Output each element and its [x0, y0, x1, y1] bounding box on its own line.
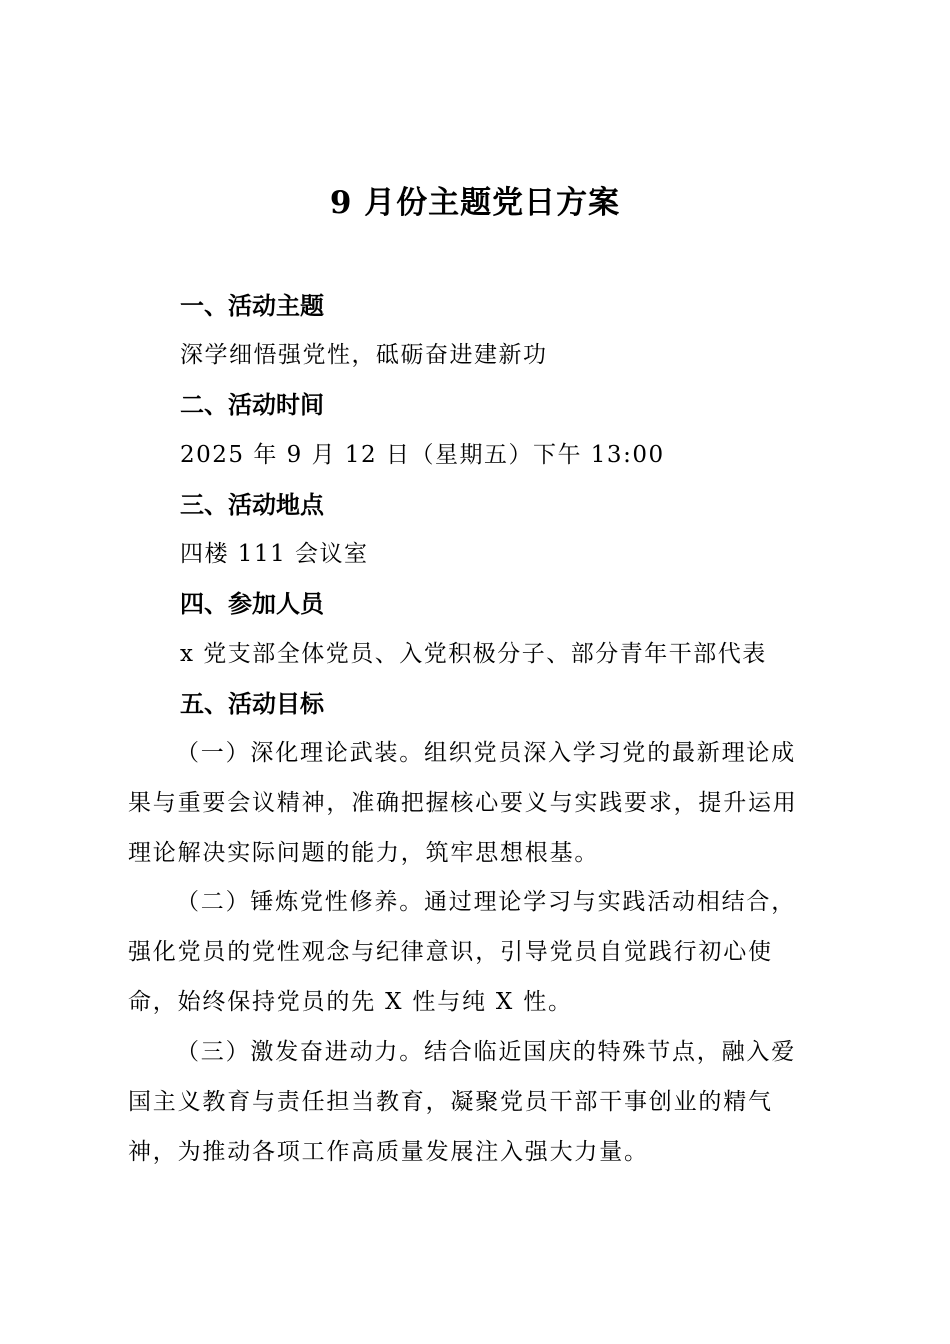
goal-paragraph-2: （二）锤炼党性修养。通过理论学习与实践活动相结合，强化党员的党性观念与纪律意识，引导党员自觉践行初心使命，始终保持党员的先 X 性与纯 X 性。: [128, 889, 796, 1015]
goal-paragraph-3: （三）激发奋进动力。结合临近国庆的特殊节点，融入爱国主义教育与责任担当教育，凝聚党员干部干事创业的精气神，为推动各项工作高质量发展注入强大力量。: [128, 1039, 796, 1165]
section-heading-theme: 一、活动主题: [180, 291, 324, 320]
section-heading-time: 二、活动时间: [180, 390, 324, 419]
section-content-time: 2025 年 9 月 12 日（星期五）下午 13:00: [180, 442, 665, 468]
section-heading-participants: 四、参加人员: [180, 589, 324, 618]
section-content-location: 四楼 111 会议室: [180, 541, 369, 567]
section-content-participants: x 党支部全体党员、入党积极分子、部分青年干部代表: [180, 641, 767, 667]
section-heading-goals: 五、活动目标: [180, 689, 324, 718]
goal-paragraph-1: （一）深化理论武装。组织党员深入学习党的最新理论成果与重要会议精神，准确把握核心要义与实践要求，提升运用理论解决实际问题的能力，筑牢思想根基。: [128, 740, 798, 866]
section-content-theme: 深学细悟强党性，砥砺奋进建新功: [180, 342, 548, 368]
document-title: 9 月份主题党日方案: [329, 185, 621, 221]
section-heading-location: 三、活动地点: [180, 490, 324, 519]
